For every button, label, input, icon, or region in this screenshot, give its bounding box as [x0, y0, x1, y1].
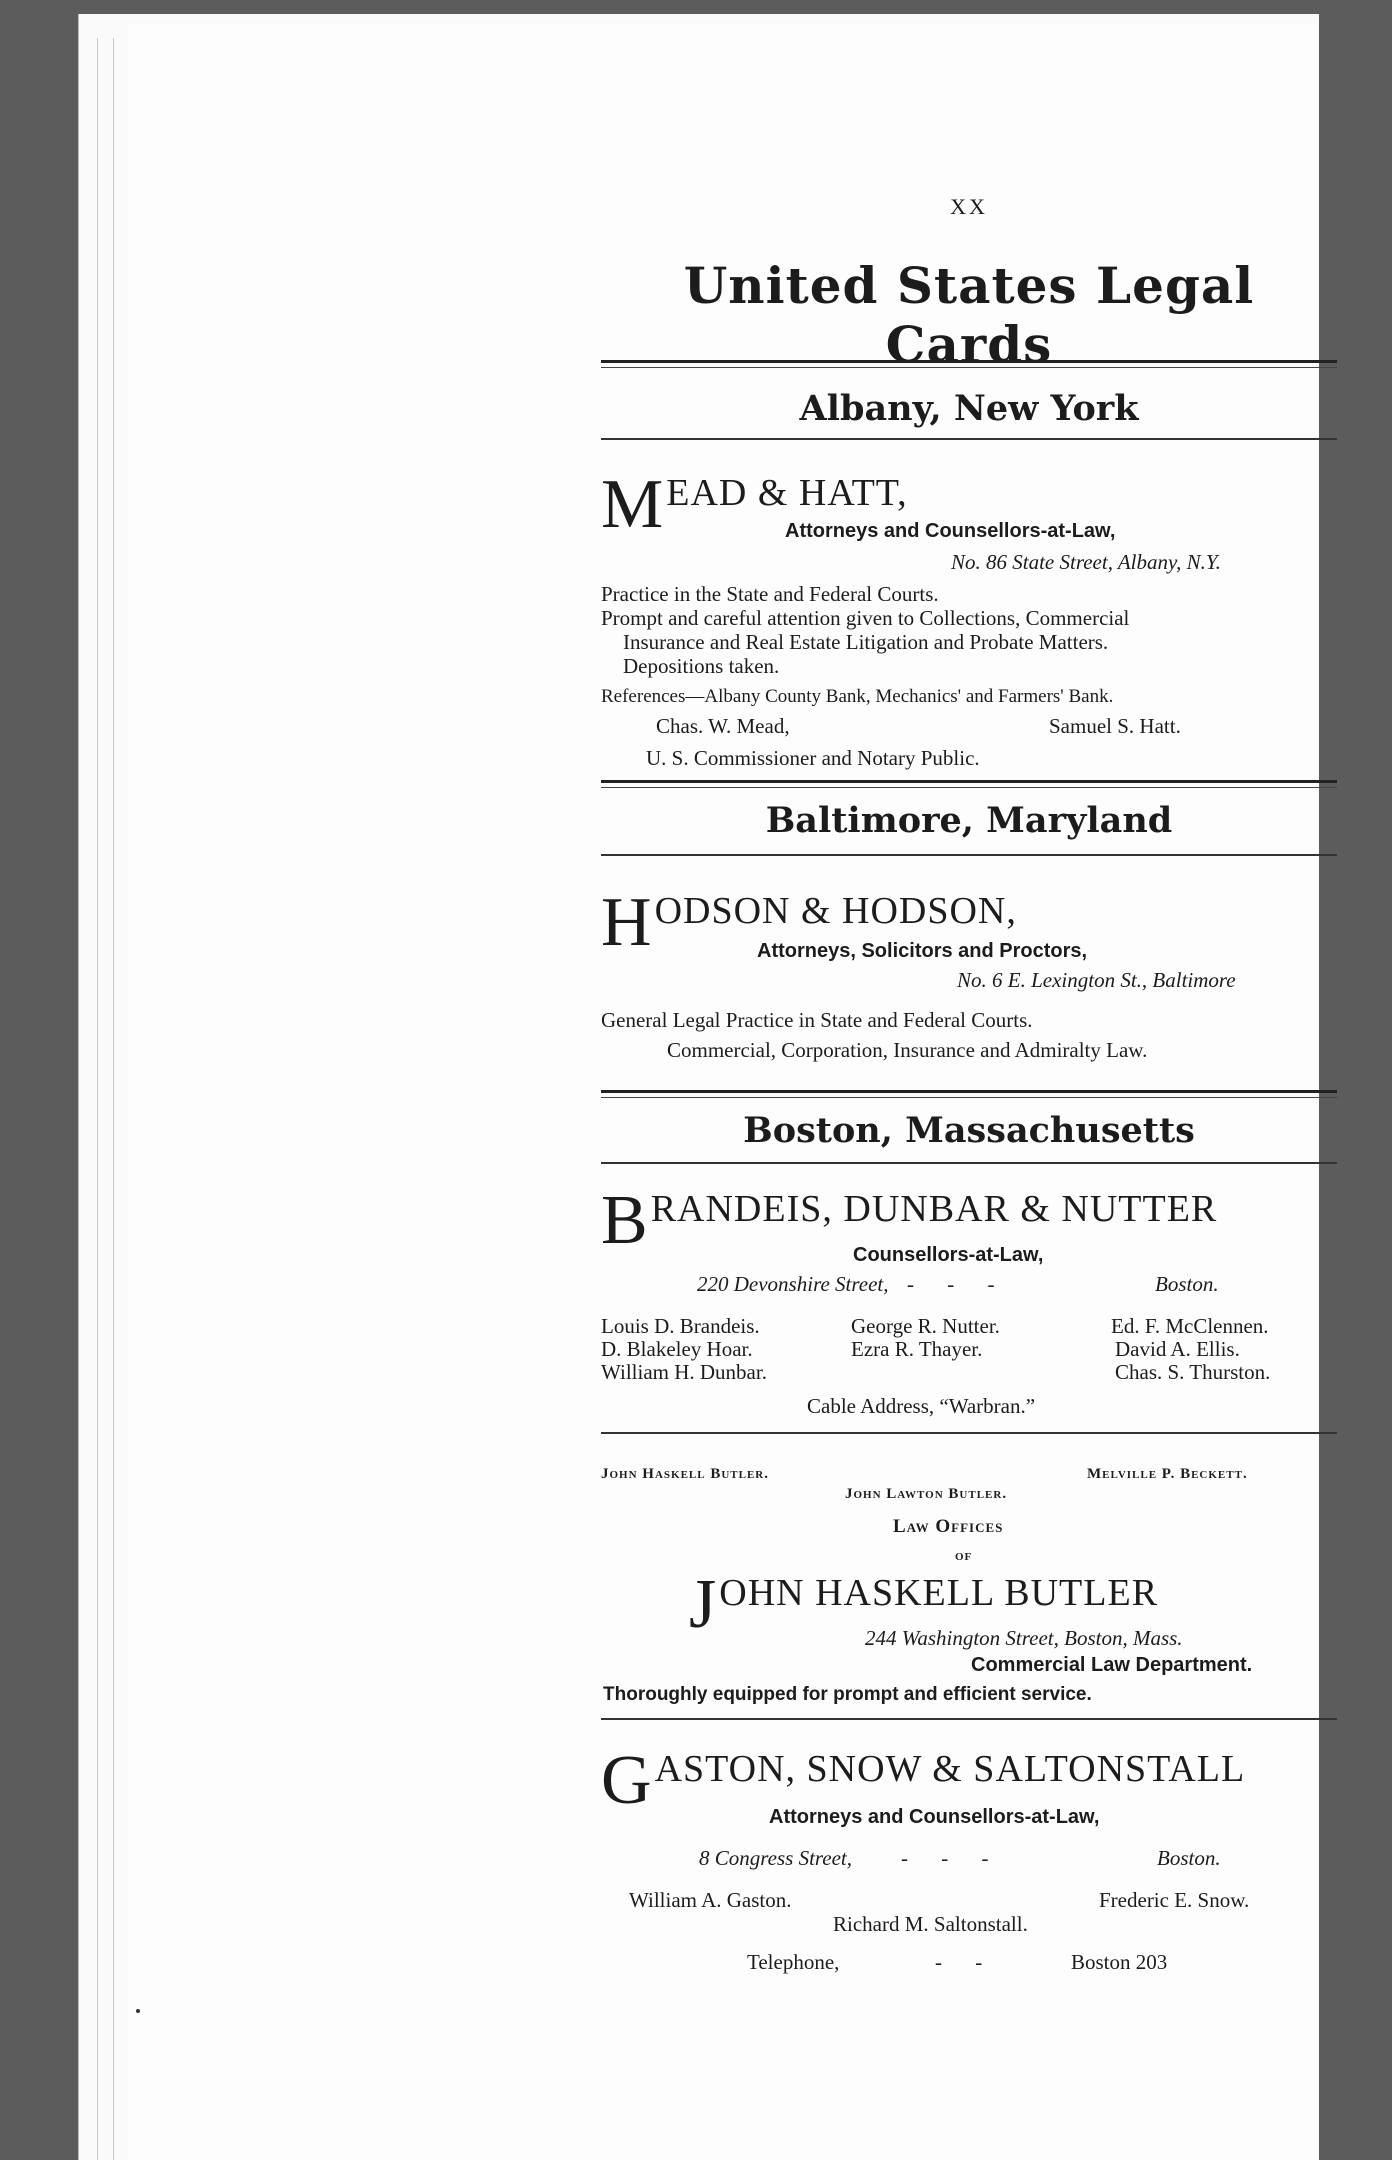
card-line: General Legal Practice in State and Federal Courts. — [601, 1008, 1033, 1032]
firm-address-city: Boston. — [1155, 1272, 1219, 1296]
firm-name-rest: EAD & HATT, — [666, 472, 908, 514]
associate-name: Melville P. Beckett. — [1087, 1466, 1248, 1482]
drop-cap: M — [601, 466, 665, 543]
telephone-leader: - - — [935, 1950, 997, 1974]
rule — [601, 1718, 1337, 1720]
card-note: Cable Address, “Warbran.” — [807, 1394, 1036, 1418]
associate-name: John Lawton Butler. — [845, 1486, 1008, 1502]
firm-address: No. 6 E. Lexington St., Baltimore — [957, 968, 1236, 992]
partner-name: Louis D. Brandeis. — [601, 1314, 760, 1338]
double-rule — [601, 360, 1337, 368]
card-references: References—Albany County Bank, Mechanics' and Farmers' Bank. — [601, 686, 1114, 707]
firm-subtitle: Attorneys and Counsellors-at-Law, — [769, 1806, 1100, 1828]
firm-name-rest: OHN HASKELL BUTLER — [719, 1572, 1159, 1614]
firm-address: 220 Devonshire Street, — [697, 1272, 889, 1296]
card-note: U. S. Commissioner and Notary Public. — [646, 746, 980, 770]
rule — [601, 1432, 1337, 1434]
firm-subtitle: Attorneys and Counsellors-at-Law, — [785, 520, 1116, 542]
partner-name: Samuel S. Hatt. — [1049, 714, 1181, 738]
city-heading-baltimore: Baltimore, Maryland — [765, 800, 1173, 841]
rule — [601, 1162, 1337, 1164]
firm-name-rest: ASTON, SNOW & SALTONSTALL — [654, 1748, 1246, 1790]
telephone-value: Boston 203 — [1071, 1950, 1168, 1974]
address-leader: - - - — [901, 1846, 1003, 1870]
drop-cap: B — [601, 1182, 649, 1259]
partner-name: David A. Ellis. — [1115, 1337, 1240, 1361]
firm-address: No. 86 State Street, Albany, N.Y. — [951, 550, 1221, 574]
telephone-label: Telephone, — [747, 1950, 840, 1974]
partner-name: William A. Gaston. — [629, 1888, 792, 1912]
partner-name: Ed. F. McClennen. — [1111, 1314, 1269, 1338]
firm-subtitle: Counsellors-at-Law, — [853, 1244, 1044, 1266]
double-rule — [601, 1090, 1337, 1098]
address-leader: - - - — [907, 1272, 1009, 1296]
double-rule — [601, 780, 1337, 788]
partner-name: William H. Dunbar. — [601, 1360, 767, 1384]
card-line: Commercial, Corporation, Insurance and Admiralty Law. — [667, 1038, 1148, 1062]
card-line: Practice in the State and Federal Courts. — [601, 582, 939, 606]
partner-name: Chas. S. Thurston. — [1115, 1360, 1271, 1384]
city-heading-boston: Boston, Massachusetts — [743, 1110, 1195, 1151]
document-page — [128, 24, 1318, 2160]
partner-name: Ezra R. Thayer. — [851, 1337, 983, 1361]
page-number: XX — [950, 194, 988, 219]
law-offices-header: Law Offices — [893, 1516, 1004, 1537]
card-line: Depositions taken. — [623, 654, 780, 678]
partner-name: Richard M. Saltonstall. — [833, 1912, 1028, 1936]
firm-subtitle: Attorneys, Solicitors and Proctors, — [757, 940, 1088, 962]
firm-address-city: Boston. — [1157, 1846, 1221, 1870]
card-note: Thoroughly equipped for prompt and efficient service. — [603, 1684, 1092, 1705]
rule — [601, 438, 1337, 440]
drop-cap: H — [601, 884, 653, 961]
firm-address: 8 Congress Street, — [699, 1846, 853, 1870]
page-edge — [97, 38, 98, 2160]
firm-subtitle: Commercial Law Department. — [971, 1654, 1253, 1676]
page-edge — [113, 38, 114, 2160]
partner-name: Frederic E. Snow. — [1099, 1888, 1250, 1912]
firm-name-rest: ODSON & HODSON, — [654, 890, 1017, 932]
partner-name: George R. Nutter. — [851, 1314, 1000, 1338]
rule — [601, 854, 1337, 856]
city-heading-albany: Albany, New York — [799, 388, 1139, 429]
partner-name: D. Blakeley Hoar. — [601, 1337, 753, 1361]
drop-cap: G — [601, 1742, 653, 1819]
partner-name: Chas. W. Mead, — [656, 714, 790, 738]
firm-address: 244 Washington Street, Boston, Mass. — [865, 1626, 1183, 1650]
law-offices-of: of — [955, 1548, 973, 1564]
ink-speck — [136, 2009, 140, 2013]
firm-name-rest: RANDEIS, DUNBAR & NUTTER — [650, 1188, 1218, 1230]
card-line: Prompt and careful attention given to Collections, Commercial — [601, 606, 1130, 630]
page-title: United States Legal Cards — [683, 256, 1255, 374]
drop-cap: J — [689, 1566, 718, 1643]
card-line: Insurance and Real Estate Litigation and Probate Matters. — [623, 630, 1109, 654]
associate-name: John Haskell Butler. — [601, 1466, 770, 1482]
